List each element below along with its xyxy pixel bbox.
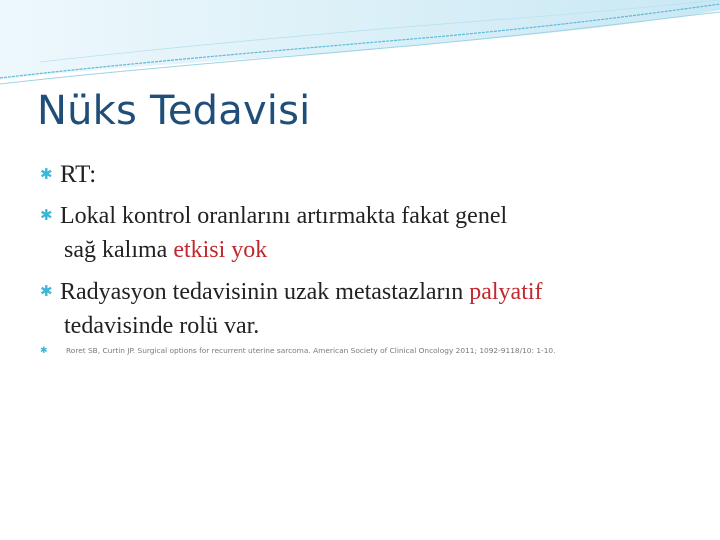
bullet-icon: ✱ xyxy=(40,165,53,183)
emphasis-palyatif: palyatif xyxy=(469,279,543,305)
bullet-radyasyon xyxy=(40,279,543,306)
reference-citation xyxy=(40,346,555,356)
bullet-icon: ✱ xyxy=(40,282,53,300)
bullet-radyasyon-line2 xyxy=(64,313,259,340)
bullet-lokal-line2-text: sağ kalıma xyxy=(64,237,174,263)
wave-fill xyxy=(0,0,720,80)
bullet-rt-text: RT: xyxy=(60,161,97,188)
bullet-lokal-kontrol-line2 xyxy=(64,237,267,264)
bullet-icon: ✱ xyxy=(40,206,53,224)
slide-title: Nüks Tedavisi xyxy=(37,88,311,134)
bullet-radyasyon-line2-text: tedavisinde rolü var. xyxy=(64,313,260,339)
emphasis-etkisi-yok: etkisi yok xyxy=(173,237,268,263)
bullet-radyasyon-line1: Radyasyon tedavisinin uzak metastazların xyxy=(60,279,470,305)
bullet-rt xyxy=(40,161,96,189)
bullet-icon: ✱ xyxy=(40,346,48,356)
header-wave-decoration xyxy=(0,0,720,90)
reference-text: Roret SB, Curtin JP. Surgical options for recurrent uterine sarcoma. American Society of Clinical Oncology 2011; 1092-9118/10: 1-10. xyxy=(66,346,556,355)
bullet-lokal-line1: Lokal kontrol oranlarını artırmakta fakat genel xyxy=(60,203,508,229)
bullet-lokal-kontrol xyxy=(40,203,507,230)
